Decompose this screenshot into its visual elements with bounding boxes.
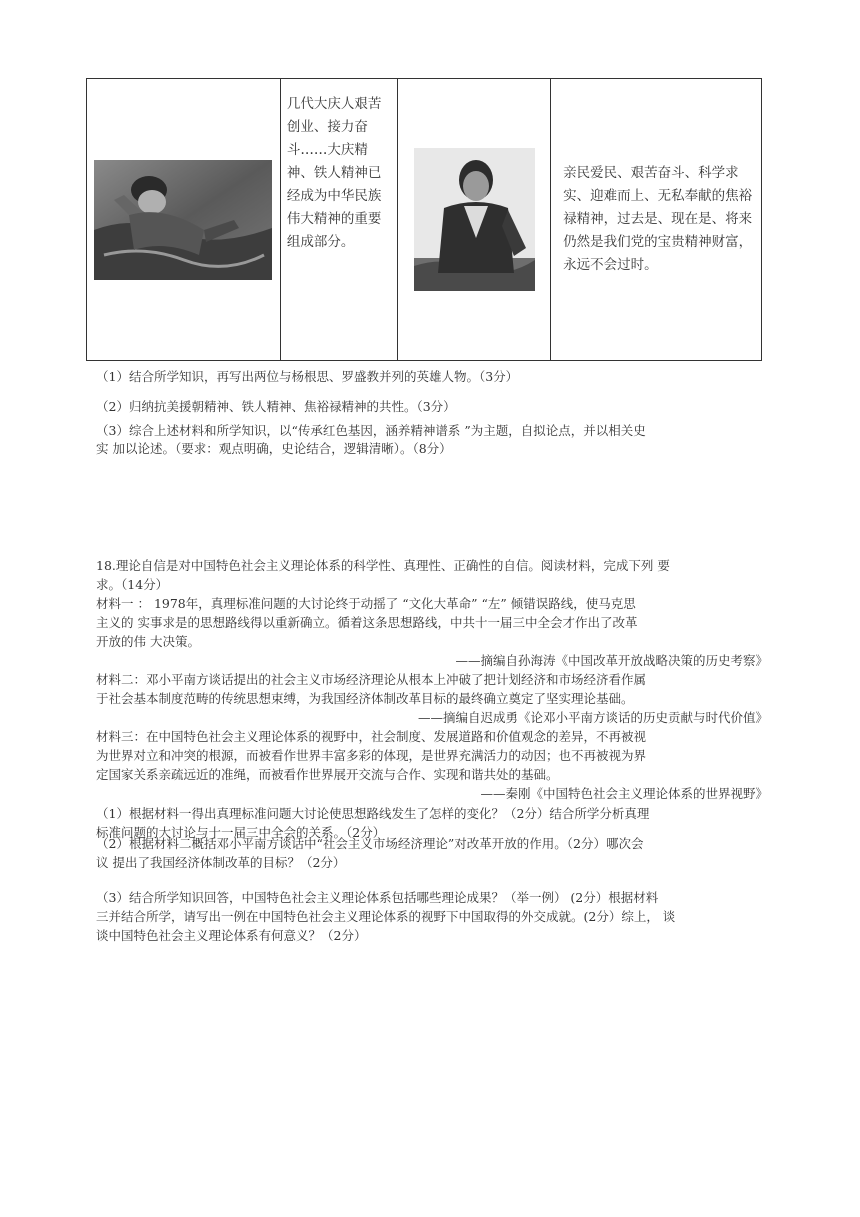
q18-sub3-line3: 谈中国特色社会主义理论体系有何意义？（2分） [96,928,367,943]
q18-material1-line2: 主义的 实事求是的思想路线得以重新确立。循着这条思想路线，中共十一届三中全会才作出了改革 [96,615,638,630]
q18-material3-source: ——秦刚《中国特色社会主义理论体系的世界视野》 [480,786,768,801]
q18-intro-line2: 求。（14分） [96,577,169,592]
q18-sub1-line2: 标准问题的大讨论与十一届三中全会的关系。（2分） [96,825,386,840]
photo-cell-1 [87,79,281,361]
q17-sub1: （1）结合所学知识，再写出两位与杨根思、罗盛教并列的英雄人物。（3分） [96,369,519,384]
q18-material1-source: ——摘编自孙海涛《中国改革开放战略决策的历史考察》 [455,653,768,668]
photo-cell-2 [398,79,551,361]
q18-sub2-line2: 议 提出了我国经济体制改革的目标？（2分） [96,855,346,870]
q18-material2-line2: 于社会基本制度范畴的传统思想束缚，为我国经济体制改革目标的最终确立奠定了坚实理论基础。 [96,691,634,706]
jiao-yulu-spirit-text: 亲民爱民、艰苦奋斗、科学求实、迎难而上、无私奉献的焦裕禄精神，过去是、现在是、将来仍然是我们党的宝贵精神财富，永远不会过时。 [563,165,753,273]
q18-material1-line3: 开放的伟 大决策。 [96,634,200,649]
q17-sub3-line1: （3）综合上述材料和所学知识，以“传承红色基因，涵养精神谱系 ”为主题，自拟论点，并以相关史 [96,423,646,438]
q17-sub3-line2: 实 加以论述。（要求：观点明确，史论结合，逻辑清晰）。（8分） [96,441,452,456]
q18-intro-line1: 18.理论自信是对中国特色社会主义理论体系的科学性、真理性、正确性的自信。阅读材料，完成下列 要 [96,558,670,573]
q18-material2-source: ——摘编自迟成勇《论邓小平南方谈话的历史贡献与时代价值》 [417,710,768,725]
q18-material3-line3: 定国家关系亲疏远近的准绳，而被看作世界展开交流与合作、实现和谐共处的基础。 [96,767,559,782]
daqing-spirit-text: 几代大庆人艰苦创业、接力奋斗……大庆精神、铁人精神已经成为中华民族伟大精神的重要组成部分。 [286,96,382,250]
q18-sub1-line1: （1）根据材料一得出真理标准问题大讨论使思想路线发生了怎样的变化？（2分）结合所学分析真理 [96,806,650,821]
q17-sub2: （2）归纳抗美援朝精神、铁人精神、焦裕禄精神的共性。（3分） [96,399,456,414]
q18-sub3-line1: （3）结合所学知识回答，中国特色社会主义理论体系包括哪些理论成果？（举一例） (2分）根据材料 [96,890,659,905]
q18-material3-line1: 材料三：在中国特色社会主义理论体系的视野中，社会制度、发展道路和价值观念的差异，不再被视 [96,729,647,744]
q18-material1-line1: 材料一 ： 1978年，真理标准问题的大讨论终于动摇了 “文化大革命” “左” 倾错误路线，使马克思 [96,596,636,611]
text-cell-1 [280,79,398,361]
q18-sub2-line1: （2）根据材料二概括邓小平南方谈话中“社会主义市场经济理论”对改革开放的作用。（2分）哪次会 [96,836,644,851]
text-cell-2 [551,79,762,361]
q18-material3-line2: 为世界对立和冲突的根源，而被看作世界丰富多彩的体现，是世界充满活力的动因；也不再被视为界 [96,748,647,763]
q18-sub3-line2: 三并结合所学，请写出一例在中国特色社会主义理论体系的视野下中国取得的外交成就。(2分）综上， 谈 [96,909,676,924]
q18-material2-line1: 材料二：邓小平南方谈话提出的社会主义市场经济理论从根本上冲破了把计划经济和市场经济看作属 [96,672,647,687]
material-table [86,78,762,361]
photo-jiao-yulu [414,148,535,291]
photo-soldier-in-mud [94,160,272,280]
